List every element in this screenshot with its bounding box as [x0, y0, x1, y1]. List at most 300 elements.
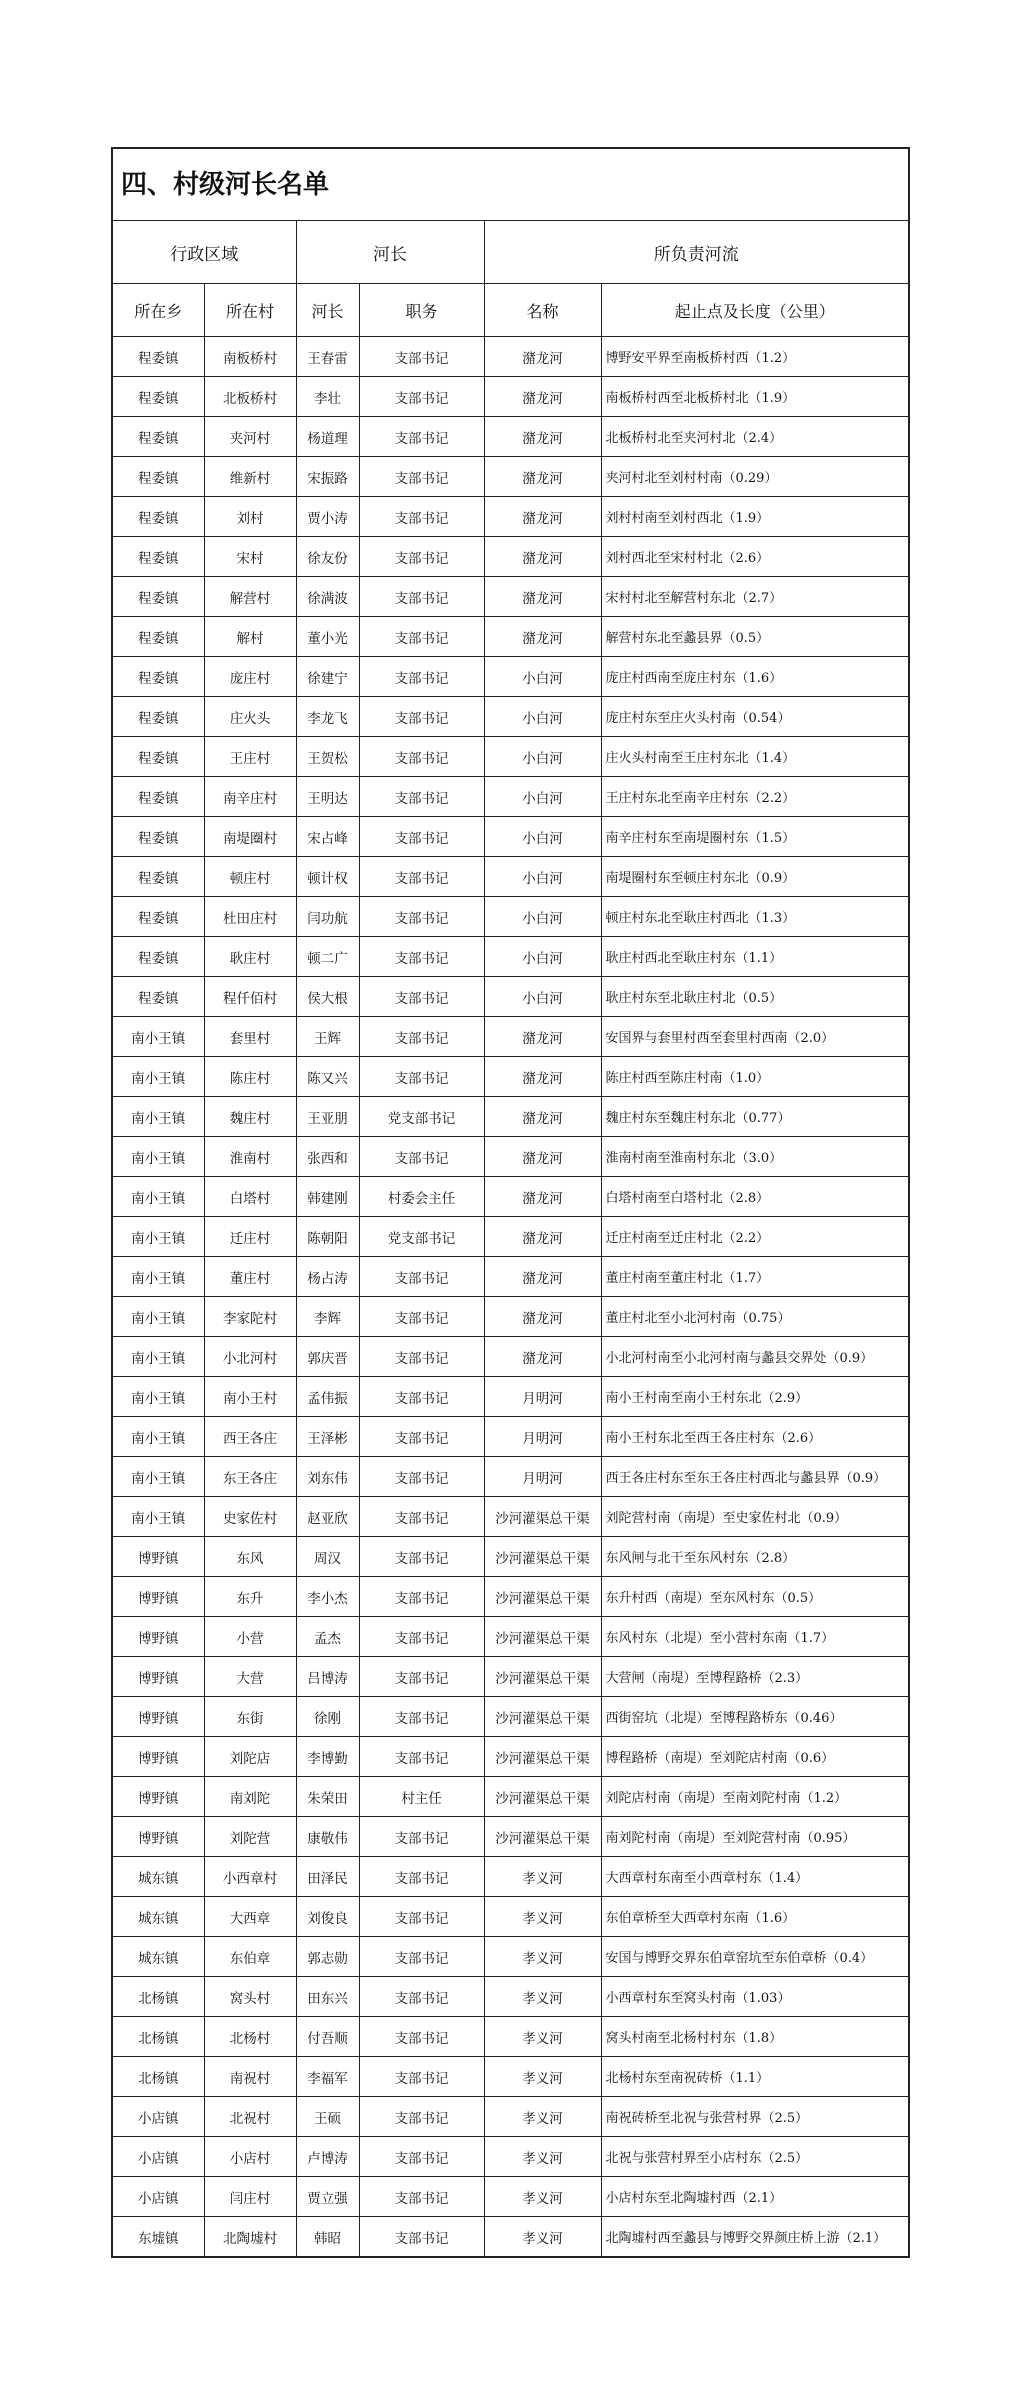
township-cell: 南小王镇 [113, 1337, 204, 1377]
village-cell: 夹河村 [204, 417, 296, 457]
column-header-river-name: 名称 [484, 284, 601, 337]
position-cell: 支部书记 [359, 1577, 484, 1617]
chief-name-cell: 王辉 [296, 1017, 359, 1057]
range-cell: 宋村村北至解营村东北（2.7） [601, 577, 908, 617]
river-name-cell: 潴龙河 [484, 1297, 601, 1337]
village-cell: 南祝村 [204, 2057, 296, 2097]
village-cell: 北陶墟村 [204, 2217, 296, 2257]
township-cell: 北杨镇 [113, 2057, 204, 2097]
village-cell: 窝头村 [204, 1977, 296, 2017]
range-cell: 西街窑坑（北堤）至博程路桥东（0.46） [601, 1697, 908, 1737]
village-cell: 迁庄村 [204, 1217, 296, 1257]
position-cell: 支部书记 [359, 697, 484, 737]
position-cell: 支部书记 [359, 2097, 484, 2137]
river-name-cell: 潴龙河 [484, 617, 601, 657]
table-row [113, 1377, 908, 1417]
river-name-cell: 潴龙河 [484, 497, 601, 537]
position-cell: 支部书记 [359, 1137, 484, 1177]
river-name-cell: 孝义河 [484, 1897, 601, 1937]
chief-name-cell: 周汉 [296, 1537, 359, 1577]
village-cell: 小店村 [204, 2137, 296, 2177]
table-row [113, 337, 908, 377]
township-cell: 程委镇 [113, 457, 204, 497]
river-name-cell: 小白河 [484, 857, 601, 897]
position-cell: 党支部书记 [359, 1217, 484, 1257]
river-chief-sheet [111, 147, 910, 2258]
position-cell: 支部书记 [359, 617, 484, 657]
table-row [113, 1297, 908, 1337]
column-header-township: 所在乡 [113, 284, 204, 337]
range-cell: 北祝与张营村界至小店村东（2.5） [601, 2137, 908, 2177]
chief-name-cell: 董小光 [296, 617, 359, 657]
chief-name-cell: 李福军 [296, 2057, 359, 2097]
range-cell: 顿庄村东北至耿庄村西北（1.3） [601, 897, 908, 937]
river-chief-table [113, 221, 908, 2256]
village-cell: 南小王村 [204, 1377, 296, 1417]
chief-name-cell: 杨占涛 [296, 1257, 359, 1297]
township-cell: 小店镇 [113, 2097, 204, 2137]
village-cell: 套里村 [204, 1017, 296, 1057]
chief-name-cell: 徐建宁 [296, 657, 359, 697]
range-cell: 董庄村北至小北河村南（0.75） [601, 1297, 908, 1337]
river-name-cell: 潴龙河 [484, 1137, 601, 1177]
table-row [113, 1057, 908, 1097]
river-name-cell: 月明河 [484, 1377, 601, 1417]
position-cell: 支部书记 [359, 737, 484, 777]
chief-name-cell: 李壮 [296, 377, 359, 417]
range-cell: 南小王村南至南小王村东北（2.9） [601, 1377, 908, 1417]
table-row [113, 1937, 908, 1977]
table-row [113, 1097, 908, 1137]
township-cell: 程委镇 [113, 657, 204, 697]
river-name-cell: 潴龙河 [484, 1057, 601, 1097]
chief-name-cell: 王泽彬 [296, 1417, 359, 1457]
column-header-chief-name: 河长 [296, 284, 359, 337]
range-cell: 夹河村北至刘村村南（0.29） [601, 457, 908, 497]
river-name-cell: 沙河灌渠总干渠 [484, 1537, 601, 1577]
table-row [113, 377, 908, 417]
village-cell: 解营村 [204, 577, 296, 617]
chief-name-cell: 宋振路 [296, 457, 359, 497]
township-cell: 南小王镇 [113, 1057, 204, 1097]
village-cell: 东街 [204, 1697, 296, 1737]
position-cell: 支部书记 [359, 1617, 484, 1657]
township-cell: 博野镇 [113, 1817, 204, 1857]
river-name-cell: 孝义河 [484, 2217, 601, 2257]
village-cell: 刘陀营 [204, 1817, 296, 1857]
township-cell: 博野镇 [113, 1657, 204, 1697]
table-row [113, 1977, 908, 2017]
river-name-cell: 潴龙河 [484, 417, 601, 457]
village-cell: 大营 [204, 1657, 296, 1697]
chief-name-cell: 卢博涛 [296, 2137, 359, 2177]
chief-name-cell: 付吾顺 [296, 2017, 359, 2057]
village-cell: 北杨村 [204, 2017, 296, 2057]
village-cell: 南刘陀 [204, 1777, 296, 1817]
river-name-cell: 小白河 [484, 937, 601, 977]
chief-name-cell: 闫功航 [296, 897, 359, 937]
range-cell: 安国与博野交界东伯章窑坑至东伯章桥（0.4） [601, 1937, 908, 1977]
chief-name-cell: 王亚朋 [296, 1097, 359, 1137]
chief-name-cell: 王明达 [296, 777, 359, 817]
chief-name-cell: 康敬伟 [296, 1817, 359, 1857]
village-cell: 魏庄村 [204, 1097, 296, 1137]
township-cell: 程委镇 [113, 897, 204, 937]
village-cell: 维新村 [204, 457, 296, 497]
table-row [113, 417, 908, 457]
table-row [113, 2057, 908, 2097]
position-cell: 支部书记 [359, 1697, 484, 1737]
river-name-cell: 月明河 [484, 1457, 601, 1497]
river-name-cell: 沙河灌渠总干渠 [484, 1697, 601, 1737]
position-cell: 支部书记 [359, 1457, 484, 1497]
table-body [113, 337, 908, 2257]
chief-name-cell: 徐满波 [296, 577, 359, 617]
table-row [113, 537, 908, 577]
township-cell: 博野镇 [113, 1537, 204, 1577]
village-cell: 杜田庄村 [204, 897, 296, 937]
table-row [113, 1137, 908, 1177]
position-cell: 支部书记 [359, 857, 484, 897]
position-cell: 支部书记 [359, 1817, 484, 1857]
chief-name-cell: 顿二广 [296, 937, 359, 977]
river-name-cell: 沙河灌渠总干渠 [484, 1817, 601, 1857]
river-name-cell: 潴龙河 [484, 1257, 601, 1297]
township-cell: 博野镇 [113, 1577, 204, 1617]
township-cell: 南小王镇 [113, 1457, 204, 1497]
range-cell: 庄火头村南至王庄村东北（1.4） [601, 737, 908, 777]
range-cell: 小西章村东至窝头村南（1.03） [601, 1977, 908, 2017]
township-cell: 北杨镇 [113, 1977, 204, 2017]
village-cell: 耿庄村 [204, 937, 296, 977]
table-row [113, 817, 908, 857]
position-cell: 支部书记 [359, 2217, 484, 2257]
range-cell: 东升村西（南堤）至东风村东（0.5） [601, 1577, 908, 1617]
river-name-cell: 孝义河 [484, 2097, 601, 2137]
position-cell: 支部书记 [359, 937, 484, 977]
chief-name-cell: 郭志勋 [296, 1937, 359, 1977]
position-cell: 支部书记 [359, 817, 484, 857]
river-name-cell: 小白河 [484, 897, 601, 937]
village-cell: 小北河村 [204, 1337, 296, 1377]
township-cell: 程委镇 [113, 377, 204, 417]
table-row [113, 777, 908, 817]
village-cell: 李家陀村 [204, 1297, 296, 1337]
group-header-river: 所负责河流 [484, 221, 908, 284]
township-cell: 程委镇 [113, 737, 204, 777]
range-cell: 大营闸（南堤）至博程路桥（2.3） [601, 1657, 908, 1697]
township-cell: 小店镇 [113, 2137, 204, 2177]
river-name-cell: 潴龙河 [484, 1097, 601, 1137]
township-cell: 程委镇 [113, 537, 204, 577]
township-cell: 程委镇 [113, 577, 204, 617]
township-cell: 程委镇 [113, 777, 204, 817]
river-name-cell: 沙河灌渠总干渠 [484, 1577, 601, 1617]
range-cell: 南堤圈村东至顿庄村东北（0.9） [601, 857, 908, 897]
page-title: 四、村级河长名单 [113, 149, 908, 221]
river-name-cell: 沙河灌渠总干渠 [484, 1617, 601, 1657]
chief-name-cell: 徐友份 [296, 537, 359, 577]
chief-name-cell: 李辉 [296, 1297, 359, 1337]
chief-name-cell: 韩昭 [296, 2217, 359, 2257]
chief-name-cell: 王春雷 [296, 337, 359, 377]
township-cell: 程委镇 [113, 337, 204, 377]
range-cell: 北板桥村北至夹河村北（2.4） [601, 417, 908, 457]
chief-name-cell: 陈又兴 [296, 1057, 359, 1097]
table-row [113, 1497, 908, 1537]
chief-name-cell: 刘俊良 [296, 1897, 359, 1937]
column-header-row [113, 284, 908, 337]
table-row [113, 1657, 908, 1697]
position-cell: 支部书记 [359, 377, 484, 417]
river-name-cell: 潴龙河 [484, 1217, 601, 1257]
river-name-cell: 小白河 [484, 657, 601, 697]
table-row [113, 2017, 908, 2057]
township-cell: 城东镇 [113, 1897, 204, 1937]
column-header-position: 职务 [359, 284, 484, 337]
township-cell: 博野镇 [113, 1617, 204, 1657]
range-cell: 刘陀店村南（南堤）至南刘陀村南（1.2） [601, 1777, 908, 1817]
position-cell: 支部书记 [359, 1057, 484, 1097]
township-cell: 南小王镇 [113, 1177, 204, 1217]
position-cell: 党支部书记 [359, 1097, 484, 1137]
range-cell: 庞庄村东至庄火头村南（0.54） [601, 697, 908, 737]
township-cell: 南小王镇 [113, 1017, 204, 1057]
river-name-cell: 小白河 [484, 737, 601, 777]
position-cell: 支部书记 [359, 1897, 484, 1937]
position-cell: 支部书记 [359, 777, 484, 817]
position-cell: 支部书记 [359, 1657, 484, 1697]
table-row [113, 1417, 908, 1457]
township-cell: 南小王镇 [113, 1217, 204, 1257]
chief-name-cell: 吕博涛 [296, 1657, 359, 1697]
river-name-cell: 潴龙河 [484, 577, 601, 617]
table-row [113, 937, 908, 977]
position-cell: 支部书记 [359, 2177, 484, 2217]
column-header-village: 所在村 [204, 284, 296, 337]
chief-name-cell: 朱荣田 [296, 1777, 359, 1817]
chief-name-cell: 孟杰 [296, 1617, 359, 1657]
table-row [113, 1777, 908, 1817]
range-cell: 南刘陀村南（南堤）至刘陀营村南（0.95） [601, 1817, 908, 1857]
table-row [113, 1217, 908, 1257]
township-cell: 南小王镇 [113, 1297, 204, 1337]
river-name-cell: 孝义河 [484, 1977, 601, 2017]
chief-name-cell: 田东兴 [296, 1977, 359, 2017]
table-row [113, 1737, 908, 1777]
village-cell: 东伯章 [204, 1937, 296, 1977]
range-cell: 小店村东至北陶墟村西（2.1） [601, 2177, 908, 2217]
table-row [113, 1697, 908, 1737]
river-name-cell: 潴龙河 [484, 1177, 601, 1217]
township-cell: 南小王镇 [113, 1257, 204, 1297]
position-cell: 支部书记 [359, 457, 484, 497]
village-cell: 董庄村 [204, 1257, 296, 1297]
chief-name-cell: 贾立强 [296, 2177, 359, 2217]
group-header-row [113, 221, 908, 284]
township-cell: 南小王镇 [113, 1097, 204, 1137]
chief-name-cell: 刘东伟 [296, 1457, 359, 1497]
range-cell: 北杨村东至南祝砖桥（1.1） [601, 2057, 908, 2097]
township-cell: 南小王镇 [113, 1497, 204, 1537]
table-row [113, 1337, 908, 1377]
river-name-cell: 潴龙河 [484, 337, 601, 377]
range-cell: 东风村东（北堤）至小营村东南（1.7） [601, 1617, 908, 1657]
township-cell: 城东镇 [113, 1937, 204, 1977]
chief-name-cell: 侯大根 [296, 977, 359, 1017]
range-cell: 陈庄村西至陈庄村南（1.0） [601, 1057, 908, 1097]
river-name-cell: 孝义河 [484, 2017, 601, 2057]
chief-name-cell: 韩建刚 [296, 1177, 359, 1217]
range-cell: 南辛庄村东至南堤圈村东（1.5） [601, 817, 908, 857]
table-row [113, 1457, 908, 1497]
river-name-cell: 潴龙河 [484, 457, 601, 497]
range-cell: 迁庄村南至迁庄村北（2.2） [601, 1217, 908, 1257]
range-cell: 淮南村南至淮南村东北（3.0） [601, 1137, 908, 1177]
range-cell: 董庄村南至董庄村北（1.7） [601, 1257, 908, 1297]
table-row [113, 897, 908, 937]
river-name-cell: 孝义河 [484, 2137, 601, 2177]
township-cell: 程委镇 [113, 417, 204, 457]
village-cell: 东升 [204, 1577, 296, 1617]
village-cell: 闫庄村 [204, 2177, 296, 2217]
position-cell: 支部书记 [359, 2057, 484, 2097]
chief-name-cell: 王硕 [296, 2097, 359, 2137]
range-cell: 解营村东北至蠡县界（0.5） [601, 617, 908, 657]
position-cell: 支部书记 [359, 537, 484, 577]
village-cell: 顿庄村 [204, 857, 296, 897]
table-row [113, 457, 908, 497]
chief-name-cell: 郭庆晋 [296, 1337, 359, 1377]
table-row [113, 2217, 908, 2257]
village-cell: 小营 [204, 1617, 296, 1657]
position-cell: 支部书记 [359, 497, 484, 537]
township-cell: 南小王镇 [113, 1417, 204, 1457]
chief-name-cell: 赵亚欣 [296, 1497, 359, 1537]
table-row [113, 497, 908, 537]
river-name-cell: 潴龙河 [484, 1337, 601, 1377]
river-name-cell: 沙河灌渠总干渠 [484, 1657, 601, 1697]
table-row [113, 1857, 908, 1897]
chief-name-cell: 孟伟振 [296, 1377, 359, 1417]
range-cell: 庞庄村西南至庞庄村东（1.6） [601, 657, 908, 697]
chief-name-cell: 李博勤 [296, 1737, 359, 1777]
table-row [113, 697, 908, 737]
river-name-cell: 小白河 [484, 777, 601, 817]
township-cell: 程委镇 [113, 617, 204, 657]
river-name-cell: 沙河灌渠总干渠 [484, 1497, 601, 1537]
township-cell: 东墟镇 [113, 2217, 204, 2257]
township-cell: 程委镇 [113, 937, 204, 977]
column-header-range: 起止点及长度（公里） [601, 284, 908, 337]
position-cell: 支部书记 [359, 1537, 484, 1577]
chief-name-cell: 张西和 [296, 1137, 359, 1177]
position-cell: 支部书记 [359, 1297, 484, 1337]
chief-name-cell: 徐刚 [296, 1697, 359, 1737]
table-row [113, 577, 908, 617]
village-cell: 解村 [204, 617, 296, 657]
range-cell: 东伯章桥至大西章村东南（1.6） [601, 1897, 908, 1937]
chief-name-cell: 顿计权 [296, 857, 359, 897]
range-cell: 安国界与套里村西至套里村西南（2.0） [601, 1017, 908, 1057]
township-cell: 程委镇 [113, 697, 204, 737]
range-cell: 小北河村南至小北河村南与蠡县交界处（0.9） [601, 1337, 908, 1377]
village-cell: 刘陀店 [204, 1737, 296, 1777]
position-cell: 支部书记 [359, 1417, 484, 1457]
range-cell: 东风闸与北干至东风村东（2.8） [601, 1537, 908, 1577]
range-cell: 魏庄村东至魏庄村东北（0.77） [601, 1097, 908, 1137]
range-cell: 耿庄村东至北耿庄村北（0.5） [601, 977, 908, 1017]
position-cell: 支部书记 [359, 1497, 484, 1537]
position-cell: 支部书记 [359, 1737, 484, 1777]
position-cell: 支部书记 [359, 1377, 484, 1417]
position-cell: 支部书记 [359, 2017, 484, 2057]
village-cell: 王庄村 [204, 737, 296, 777]
range-cell: 窝头村南至北杨村村东（1.8） [601, 2017, 908, 2057]
chief-name-cell: 李小杰 [296, 1577, 359, 1617]
township-cell: 南小王镇 [113, 1377, 204, 1417]
township-cell: 程委镇 [113, 497, 204, 537]
township-cell: 博野镇 [113, 1737, 204, 1777]
range-cell: 王庄村东北至南辛庄村东（2.2） [601, 777, 908, 817]
chief-name-cell: 杨道理 [296, 417, 359, 457]
river-name-cell: 孝义河 [484, 1857, 601, 1897]
chief-name-cell: 王贺松 [296, 737, 359, 777]
position-cell: 支部书记 [359, 1977, 484, 2017]
table-row [113, 1577, 908, 1617]
river-name-cell: 沙河灌渠总干渠 [484, 1777, 601, 1817]
village-cell: 西王各庄 [204, 1417, 296, 1457]
township-cell: 程委镇 [113, 857, 204, 897]
range-cell: 刘村村南至刘村西北（1.9） [601, 497, 908, 537]
river-name-cell: 小白河 [484, 977, 601, 1017]
position-cell: 支部书记 [359, 977, 484, 1017]
range-cell: 博程路桥（南堤）至刘陀店村南（0.6） [601, 1737, 908, 1777]
chief-name-cell: 田泽民 [296, 1857, 359, 1897]
village-cell: 淮南村 [204, 1137, 296, 1177]
chief-name-cell: 李龙飞 [296, 697, 359, 737]
village-cell: 刘村 [204, 497, 296, 537]
river-name-cell: 沙河灌渠总干渠 [484, 1737, 601, 1777]
position-cell: 支部书记 [359, 1337, 484, 1377]
river-name-cell: 孝义河 [484, 1937, 601, 1977]
chief-name-cell: 宋占峰 [296, 817, 359, 857]
village-cell: 北板桥村 [204, 377, 296, 417]
range-cell: 耿庄村西北至耿庄村东（1.1） [601, 937, 908, 977]
table-row [113, 737, 908, 777]
table-row [113, 977, 908, 1017]
table-row [113, 657, 908, 697]
river-name-cell: 潴龙河 [484, 1017, 601, 1057]
village-cell: 小西章村 [204, 1857, 296, 1897]
river-name-cell: 小白河 [484, 697, 601, 737]
range-cell: 刘村西北至宋村村北（2.6） [601, 537, 908, 577]
position-cell: 支部书记 [359, 1857, 484, 1897]
range-cell: 刘陀营村南（南堤）至史家佐村北（0.9） [601, 1497, 908, 1537]
position-cell: 村委会主任 [359, 1177, 484, 1217]
village-cell: 东王各庄 [204, 1457, 296, 1497]
village-cell: 东风 [204, 1537, 296, 1577]
village-cell: 庄火头 [204, 697, 296, 737]
range-cell: 南祝砖桥至北祝与张营村界（2.5） [601, 2097, 908, 2137]
chief-name-cell: 贾小涛 [296, 497, 359, 537]
table-row [113, 1817, 908, 1857]
table-row [113, 857, 908, 897]
table-row [113, 2097, 908, 2137]
position-cell: 支部书记 [359, 657, 484, 697]
river-name-cell: 潴龙河 [484, 537, 601, 577]
village-cell: 程仟佰村 [204, 977, 296, 1017]
